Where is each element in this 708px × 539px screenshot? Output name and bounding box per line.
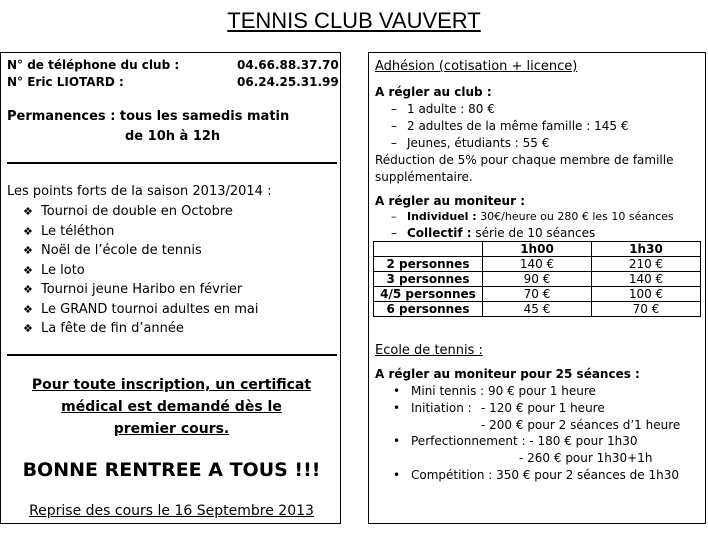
- dash-bullet-icon: –: [391, 119, 397, 133]
- diamond-bullet-icon: ❖: [23, 244, 33, 257]
- bullet-icon: •: [393, 384, 401, 398]
- list-item: ❖ Le loto: [23, 262, 85, 278]
- pricing-panel: [368, 52, 706, 524]
- list-item: – Jeunes, étudiants : 55 €: [391, 136, 550, 150]
- list-item: – 2 adultes de la même famille : 145 €: [391, 119, 629, 133]
- bullet-icon: •: [393, 468, 401, 482]
- diamond-bullet-icon: ❖: [23, 283, 33, 296]
- diamond-bullet-icon: ❖: [23, 302, 33, 316]
- highlights-list: [23, 204, 259, 341]
- list-item: ❖ Tournoi de double en Octobre: [23, 204, 233, 219]
- table-row: 3 personnes 90 € 140 €: [374, 272, 701, 287]
- list-item: • Mini tennis : 90 € pour 1 heure: [393, 384, 596, 398]
- initiation-line1: - 120 € pour 1 heure: [481, 401, 605, 415]
- divider: [7, 162, 337, 164]
- certificate-line3: premier cours.: [113, 421, 230, 437]
- diamond-bullet-icon: ❖: [23, 205, 33, 218]
- perf-line2: - 260 € pour 1h30+1h: [519, 451, 653, 465]
- table-row: 2 personnes 140 € 210 €: [374, 257, 701, 272]
- list-item: • Perfectionnement : - 180 € pour 1h30: [393, 434, 638, 448]
- moniteur-title: A régler au moniteur :: [375, 194, 525, 208]
- ecole-subtitle: A régler au moniteur pour 25 séances :: [375, 367, 640, 381]
- phone-eric-label: N° Eric LIOTARD :: [7, 75, 124, 89]
- table-row: 4/5 personnes 70 € 100 €: [374, 287, 701, 302]
- diamond-bullet-icon: ❖: [23, 263, 33, 277]
- bullet-icon: •: [393, 434, 401, 448]
- reduction-line1: Réduction de 5% pour chaque membre de famille: [375, 153, 674, 167]
- list-item: • Initiation :: [393, 401, 472, 415]
- list-item: ❖ Le GRAND tournoi adultes en mai: [23, 301, 259, 317]
- club-title: A régler au club :: [375, 85, 492, 99]
- phone-eric-value: 06.24.25.31.99: [237, 75, 339, 89]
- diamond-bullet-icon: ❖: [23, 224, 33, 238]
- list-item: ❖ La fête de fin d’année: [23, 321, 184, 336]
- list-item: – 1 adulte : 80 €: [391, 102, 495, 116]
- rentree-heading: BONNE RENTREE A TOUS !!!: [22, 459, 321, 481]
- dash-bullet-icon: –: [391, 226, 397, 240]
- reduction-line2: supplémentaire.: [375, 170, 473, 184]
- permanences-line1: Permanences : tous les samedis matin: [7, 109, 290, 124]
- adhesion-title: Adhésion (cotisation + licence): [375, 59, 578, 74]
- page-title: TENNIS CLUB VAUVERT: [227, 8, 481, 33]
- bullet-icon: •: [393, 401, 401, 415]
- initiation-line2: - 200 € pour 2 séances d’1 heure: [481, 418, 681, 432]
- collectif-line: – Collectif : série de 10 séances: [391, 226, 596, 240]
- reprise-date: Reprise des cours le 16 Septembre 2013: [29, 503, 314, 519]
- table-header-row: 1h00 1h30: [374, 242, 701, 257]
- list-item: ❖ Tournoi jeune Haribo en février: [23, 282, 243, 297]
- dash-bullet-icon: –: [391, 102, 397, 116]
- list-item: ❖ Noël de l’école de tennis: [23, 243, 202, 258]
- collectif-price-table: [373, 241, 701, 317]
- diamond-bullet-icon: ❖: [23, 322, 33, 335]
- phone-club-value: 04.66.88.37.70: [237, 58, 339, 72]
- certificate-line1: Pour toute inscription, un certificat: [31, 377, 312, 393]
- dash-bullet-icon: –: [391, 210, 397, 223]
- list-item: • Compétition : 350 € pour 2 séances de 1h30: [393, 468, 680, 482]
- divider: [7, 354, 337, 356]
- certificate-line2: médical est demandé dès le: [61, 399, 282, 415]
- permanences-line2: de 10h à 12h: [125, 129, 221, 144]
- dash-bullet-icon: –: [391, 136, 397, 150]
- individuel-line: – Individuel : 30€/heure ou 280 € les 10 séances: [391, 210, 674, 223]
- phone-club-label: N° de téléphone du club :: [7, 58, 180, 72]
- club-info-panel: [0, 52, 341, 524]
- list-item: ❖ Le téléthon: [23, 223, 115, 239]
- ecole-title: Ecole de tennis :: [375, 343, 483, 358]
- highlights-title: Les points forts de la saison 2013/2014 :: [7, 184, 272, 199]
- table-row: 6 personnes 45 € 70 €: [374, 302, 701, 317]
